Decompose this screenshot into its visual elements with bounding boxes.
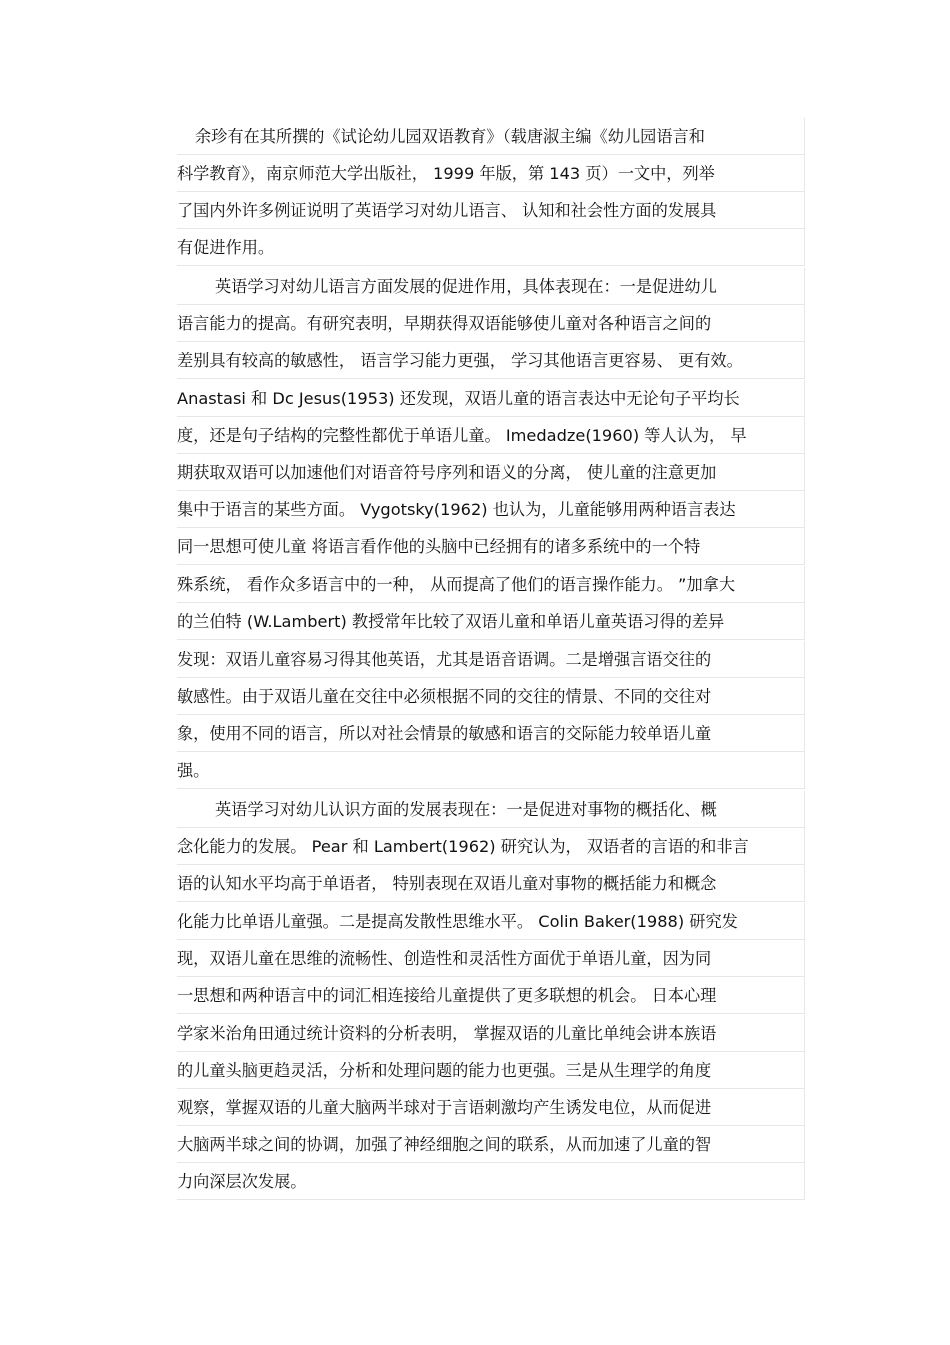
text-line: 期获取双语可以加速他们对语音符号序列和语义的分离， 使儿童的注意更加 [177, 454, 805, 491]
text-line: 语的认知水平均高于单语者， 特别表现在双语儿童对事物的概括能力和概念 [177, 865, 805, 902]
text-line: 化能力比单语儿童强。二是提高发散性思维水平。 Colin Baker(1988) 研究发 [177, 903, 805, 940]
text-line: 强。 [177, 752, 805, 789]
text-line: 余珍有在其所撰的《试论幼儿园双语教育》（载唐淑主编《幼儿园语言和 [177, 118, 805, 155]
text-line: 观察，掌握双语的儿童大脑两半球对于言语刺激均产生诱发电位，从而促进 [177, 1089, 805, 1126]
text-line: 英语学习对幼儿语言方面发展的促进作用，具体表现在：一是促进幼儿 [177, 268, 805, 305]
text-line: 有促进作用。 [177, 229, 805, 266]
text-line: 了国内外许多例证说明了英语学习对幼儿语言、 认知和社会性方面的发展具 [177, 192, 805, 229]
text-line: 殊系统， 看作众多语言中的一种， 从而提高了他们的语言操作能力。 ”加拿大 [177, 566, 805, 603]
text-line: 语言能力的提高。有研究表明，早期获得双语能够使儿童对各种语言之间的 [177, 305, 805, 342]
text-line: 大脑两半球之间的协调，加强了神经细胞之间的联系，从而加速了儿童的智 [177, 1126, 805, 1163]
text-line: 念化能力的发展。 Pear 和 Lambert(1962) 研究认为， 双语者的言语的和非言 [177, 828, 805, 865]
text-line: 度，还是句子结构的完整性都优于单语儿童。 Imedadze(1960) 等人认为， 早 [177, 417, 805, 454]
text-line: 的兰伯特 (W.Lambert) 教授常年比较了双语儿童和单语儿童英语习得的差异 [177, 603, 805, 640]
text-line: 同一思想可使儿童 将语言看作他的头脑中已经拥有的诸多系统中的一个特 [177, 528, 805, 565]
text-line: 敏感性。由于双语儿童在交往中必须根据不同的交往的情景、不同的交往对 [177, 678, 805, 715]
text-line: 一思想和两种语言中的词汇相连接给儿童提供了更多联想的机会。 日本心理 [177, 977, 805, 1014]
text-line: 科学教育》，南京师范大学出版社， 1999 年版，第 143 页）一文中，列举 [177, 155, 805, 192]
text-line: 集中于语言的某些方面。 Vygotsky(1962) 也认为，儿童能够用两种语言表达 [177, 491, 805, 528]
text-line: 的儿童头脑更趋灵活，分析和处理问题的能力也更强。三是从生理学的角度 [177, 1052, 805, 1089]
text-line: 象，使用不同的语言，所以对社会情景的敏感和语言的交际能力较单语儿童 [177, 715, 805, 752]
text-line: 英语学习对幼儿认识方面的发展表现在：一是促进对事物的概括化、概 [177, 791, 805, 828]
text-line: Anastasi 和 Dc Jesus(1953) 还发现，双语儿童的语言表达中无论句子平均长 [177, 380, 805, 417]
text-line: 差别具有较高的敏感性， 语言学习能力更强， 学习其他语言更容易、 更有效。 [177, 342, 805, 379]
text-line: 学家米治角田通过统计资料的分析表明， 掌握双语的儿童比单纯会讲本族语 [177, 1015, 805, 1052]
text-line: 现，双语儿童在思维的流畅性、创造性和灵活性方面优于单语儿童，因为同 [177, 940, 805, 977]
text-line: 力向深层次发展。 [177, 1163, 805, 1200]
text-line: 发现：双语儿童容易习得其他英语，尤其是语音语调。二是增强言语交往的 [177, 641, 805, 678]
